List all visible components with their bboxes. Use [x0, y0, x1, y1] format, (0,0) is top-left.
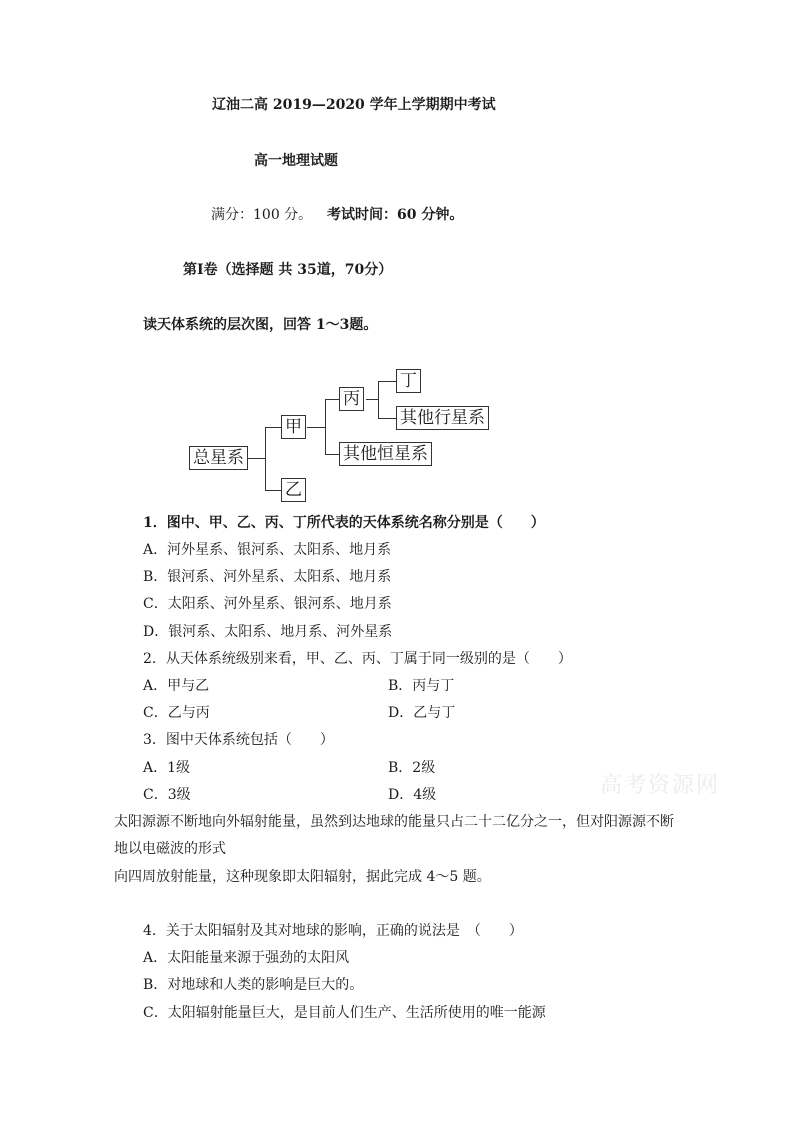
q2-option-d: D．乙与丁	[388, 705, 456, 721]
passage-line-1: 太阳源源不断地向外辐射能量，虽然到达地球的能量只占二十二亿分之一，但对阳源源不断	[114, 814, 674, 830]
q4-option-b: B．对地球和人类的影响是巨大的。	[143, 977, 364, 993]
q3-option-c: C．3级	[143, 787, 191, 803]
connector-line	[265, 427, 281, 428]
node-bing: 丙	[339, 387, 364, 411]
q2-option-b: B．丙与丁	[388, 678, 455, 694]
node-other-xingxingxi: 其他行星系	[396, 406, 489, 430]
q4-option-a: A．太阳能量来源于强劲的太阳风	[143, 950, 350, 966]
node-yi: 乙	[281, 478, 306, 502]
q4-stem: 4．关于太阳辐射及其对地球的影响，正确的说法是 （ ）	[143, 923, 523, 939]
passage-line-2: 地以电磁波的形式	[114, 841, 226, 857]
q3-option-b: B．2级	[388, 760, 436, 776]
connector-line	[325, 399, 326, 454]
node-zongxingxi: 总星系	[189, 446, 248, 470]
subject-title: 高一地理试题	[254, 153, 338, 169]
connector-line	[366, 399, 378, 400]
node-jia: 甲	[281, 415, 306, 439]
q1-option-d: D．银河系、太阳系、地月系、河外星系	[143, 624, 393, 640]
q1-option-b: B．银河系、河外星系、太阳系、地月系	[143, 569, 392, 585]
connector-line	[325, 454, 339, 455]
q3-stem: 3．图中天体系统包括（ ）	[143, 732, 334, 748]
q2-stem: 2．从天体系统级别来看，甲、乙、丙、丁属于同一级别的是（ ）	[143, 651, 572, 667]
intro-q1-3: 读天体系统的层次图，回答 1～3题。	[143, 317, 378, 333]
section-title: 第Ⅰ卷（选择题 共 35道，70分）	[183, 262, 393, 278]
exam-title: 辽油二高 2019—2020 学年上学期期中考试	[212, 97, 496, 113]
connector-line	[265, 427, 266, 490]
node-ding: 丁	[396, 369, 421, 393]
connector-line	[247, 458, 265, 459]
q3-option-a: A．1级	[143, 760, 191, 776]
connector-line	[378, 381, 379, 418]
exam-time: 考试时间：60 分钟。	[327, 207, 464, 223]
q1-stem: 1．图中、甲、乙、丙、丁所代表的天体系统名称分别是（ ）	[143, 515, 545, 531]
full-marks: 满分：100 分。	[211, 207, 313, 223]
connector-line	[265, 490, 281, 491]
connector-line	[378, 418, 396, 419]
q2-option-a: A．甲与乙	[143, 678, 210, 694]
q2-option-c: C．乙与丙	[143, 705, 210, 721]
q1-option-a: A．河外星系、银河系、太阳系、地月系	[143, 542, 392, 558]
passage-line-3: 向四周放射能量，这种现象即太阳辐射，据此完成 4～5 题。	[114, 869, 491, 885]
connector-line	[325, 399, 339, 400]
connector-line	[307, 427, 325, 428]
q4-option-c: C．太阳辐射能量巨大，是目前人们生产、生活所使用的唯一能源	[143, 1005, 546, 1021]
node-other-hengxingxi: 其他恒星系	[339, 442, 432, 466]
watermark: 高考资源网	[600, 773, 721, 798]
q3-option-d: D．4级	[388, 787, 437, 803]
connector-line	[378, 381, 396, 382]
q1-option-c: C．太阳系、河外星系、银河系、地月系	[143, 596, 392, 612]
